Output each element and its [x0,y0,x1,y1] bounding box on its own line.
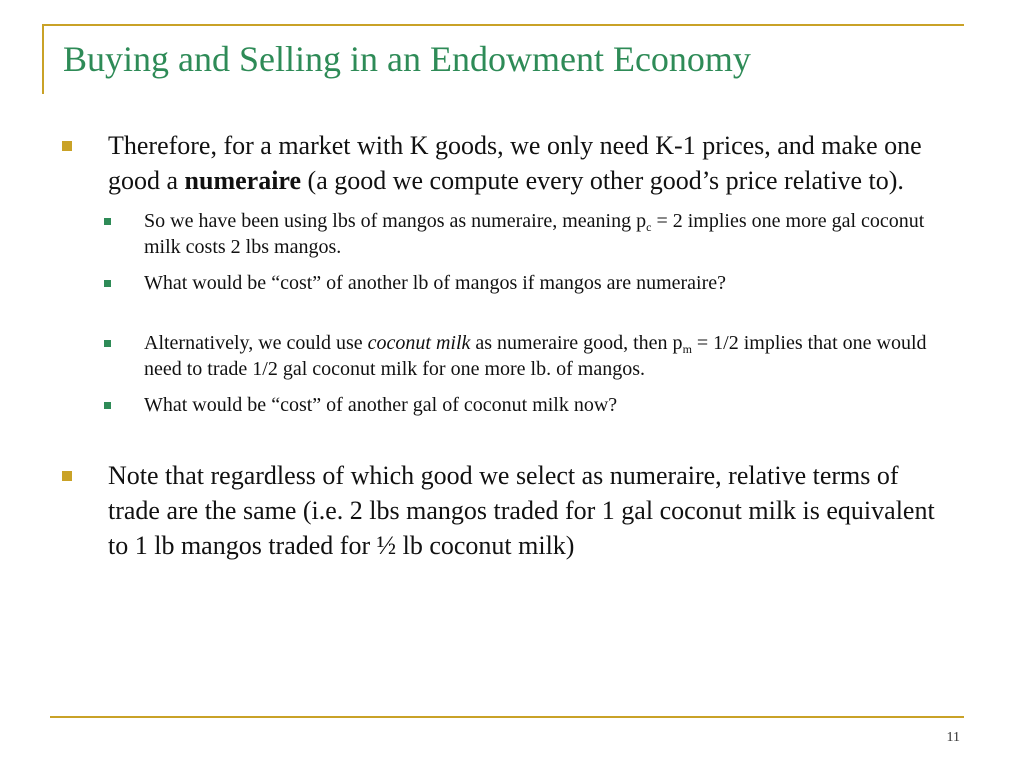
bullet-text-part: (a good we compute every other good’s price relative to). [301,166,904,195]
slide-title: Buying and Selling in an Endowment Economy [63,39,751,79]
subscript-c: c [646,220,652,235]
square-bullet-icon [104,402,111,409]
subbullet-text: What would be “cost” of another gal of coconut milk now? [144,394,618,416]
square-bullet-icon [104,280,111,287]
square-bullet-icon [62,471,72,481]
square-bullet-icon [104,340,111,347]
subbullet-text-part: = 2 implies one more gal coconut milk costs 2 lbs mangos. [144,210,925,258]
bullet-text-part: Therefore, for a market with K goods, we only need K-1 prices, and make one good a [108,131,922,195]
page-number: 11 [946,730,960,745]
square-bullet-icon [62,141,72,151]
subbullet-coconut-numeraire [144,330,954,382]
subbullet-cost-lb-mangos [144,270,954,296]
subbullet-text-part: = 1/2 implies that one would need to trade 1/2 gal coconut milk for one more lb. of mangos. [144,332,927,380]
bullet-text: Note that regardless of which good we select as numeraire, relative terms of trade are the same (i.e. 2 lbs mangos traded for 1 gal coconut milk is equivalent to 1 lb mangos traded for ½ lb coconut milk) [108,461,935,560]
slide-content [62,128,954,563]
subbullet-mangos-numeraire [144,208,954,260]
top-border-line [42,24,964,26]
square-bullet-icon [104,218,111,225]
left-border-line [42,24,44,94]
italic-term-coconut-milk: coconut milk [367,332,471,354]
subbullet-text-part: So we have been using lbs of mangos as numeraire, meaning p [144,210,647,232]
bullet-numeraire-definition [62,128,954,198]
bold-term-numeraire: numeraire [184,166,302,195]
subbullet-text-part: Alternatively, we could use [144,332,368,354]
subscript-m: m [682,342,692,357]
bullet-relative-terms [62,458,954,563]
subbullet-cost-gal-coconut [144,392,954,418]
subbullet-text: What would be “cost” of another lb of mangos if mangos are numeraire? [144,272,727,294]
subbullet-text-part: as numeraire good, then p [470,332,683,354]
footer-line [50,716,964,718]
